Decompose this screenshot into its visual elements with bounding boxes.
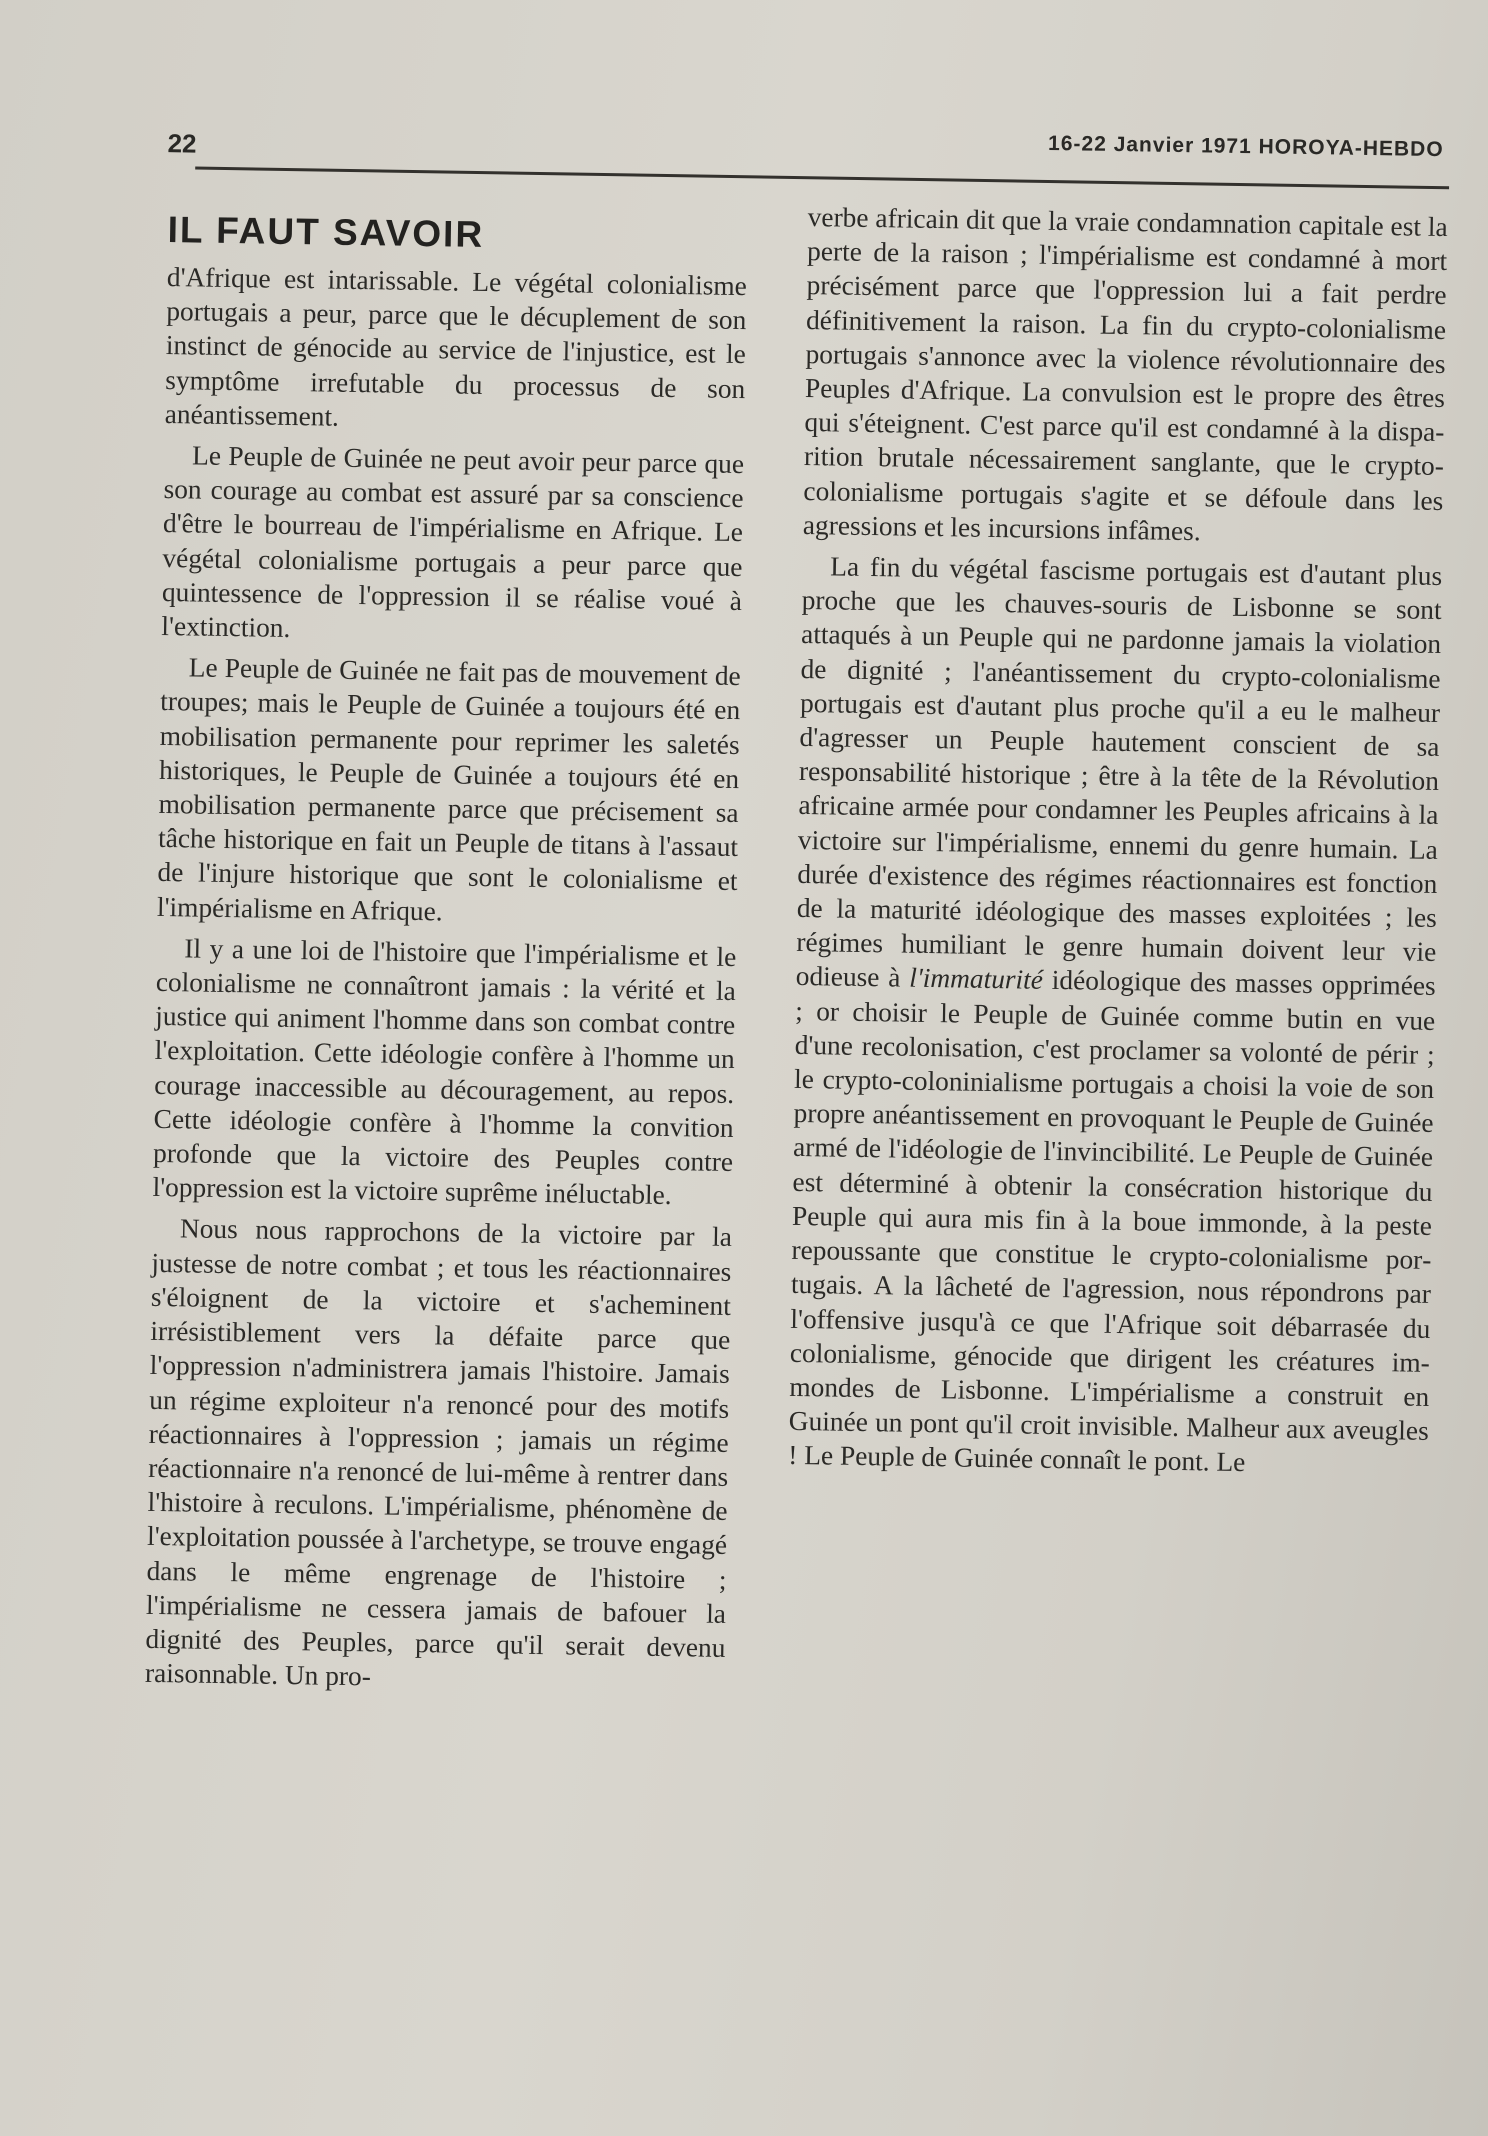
- page-number: 22: [167, 128, 197, 159]
- paragraph-text: La fin du végétal fascisme portugais est d'autant plus proche que les chauves-souris de Lisbonne se sont attaqués à un Peuple qui ne pardonne jamais la violation de dignité ; l'anéantissement du crypto-colonialisme portugais est d'autant plus proche qu'il a eu le malheur d'agresser un Peuple hautement conscient de sa responsabilité historique ; être à la tête de la Révolution africaine armée pour condamner les Peuples africains à la victoire sur l'impérialisme, ennemi du genre humain. La durée d'existence des régimes réactionnaires est fonction de la maturité idéologique des masses exploitées ; les régimes humiliant le genre humain doivent leur vie odieuse à: [795, 551, 1443, 994]
- left-column: [145, 208, 748, 1706]
- paragraph: [788, 549, 1442, 1482]
- paragraph-text: idéologique des masses opprimées ; or choisir le Peuple de Guinée comme butin en vue d'une recolonisation, c'est proclamer sa volonté de périr ; le crypto-coloninialisme portugais a choisi la voie de son propre anéantissement en provoquant le Peuple de Guinée armé de l'idéologie de l'invincibilité. Le Peuple de Guinée est déterminé à obtenir la consécration historique du Peuple qui aura mis fin à la boue immonde, à la peste repoussante que constitue le crypto-colonialisme portugais. A la lâcheté de l'agression, nous répondrons par l'offensive jusqu'à ce que l'Afrique soit débarrasée du colonialisme, génocide que dirigent les créatures immondes de Lisbonne. L'impérialisme a construit en Guinée un pont qu'il croit invisible. Malheur aux aveugles ! Le Peuple de Guinée connaît le pont. Le: [788, 965, 1436, 1478]
- paragraph: d'Afrique est intarissable. Le végétal colonialisme portugais a peur, parce que le décuplement de son instinct de génocide au service de l'injustice, est le symptôme irrefutable du processus de son anéantissement.: [164, 261, 748, 432]
- header-rule: [195, 167, 1449, 190]
- article-title: IL FAUT SAVOIR: [167, 208, 485, 255]
- right-column: [788, 200, 1448, 1489]
- paragraph: Le Peuple de Guinée ne peut avoir peur parce que son courage au combat est assuré par sa conscience d'être le bourreau de l'impérialisme en Afrique. Le végétal colonialisme portugais a peur parce que quintessence de l'oppression il se réalise voué à l'extinction.: [161, 440, 745, 644]
- running-head: 16-22 Janvier 1971 HOROYA-HEBDO: [1047, 131, 1444, 162]
- paragraph: Il y a une loi de l'histoire que l'impérialisme et le colonialisme ne connaîtront jamais : la vérité et la justice qui animent l'homme dans son combat contre l'exploitation. Cette idéologie confère à l'homme un courage inaccessible au découragement, au repos. Cette idéologie confère à l'homme la convition profonde que la victoire des Peuples contre l'oppression est la victoire suprême inéluctable.: [152, 933, 737, 1211]
- page-header: [159, 118, 1450, 190]
- paragraph: Le Peuple de Guinée ne fait pas de mouvement de troupes; mais le Peuple de Guinée a toujours été en mobilisation permanente pour reprimer les saletés historiques, le Peuple de Guinée a toujours été en mobilisation permanente parce que précisement sa tâche historique en fait un Peuple de titans à l'assaut de l'injure historique que sont le colonialisme et l'impérialisme en Afrique.: [156, 652, 741, 927]
- paragraph: Nous nous rapprochons de la victoire par la justesse de notre combat ; et tous les réactionnaires s'éloignent de la victoire et s'acheminent irrésistiblement vers la défaite parce que l'oppression n'administrera jamais l'histoire. Jamais un régime exploiteur n'a renoncé pour des motifs réactionnaires à l'oppression ; jamais un régime réactionnaire n'a renoncé de lui-même à rentrer dans l'histoire à reculons. L'impérialisme, phénomène de l'exploitation poussée à l'archetype, se trouve engagé dans le même engrenage de l'histoire ; l'impérialisme ne cessera jamais de bafouer la dignité des Peuples, parce qu'il serait devenu raisonnable. Un pro-: [144, 1213, 733, 1692]
- paragraph: verbe africain dit que la vraie condamnation capitale est la perte de la raison ; l'impérialisme est condamné à mort précisément parce que l'oppression lui a fait perdre définitivement la raison. La fin du crypto-colonialisme portugais s'annonce avec la violence révolutionnaire des Peuples d'Afrique. La convulsion est le propre des êtres qui s'éteignent. C'est parce qu'il est condamné à la disparition brutale nécessairement sanglante, que le crypto-colonialisme portugais s'agite et se défoule dans les agressions et les incursions infâmes.: [802, 201, 1448, 547]
- italic-phrase: l'immaturité: [909, 963, 1044, 996]
